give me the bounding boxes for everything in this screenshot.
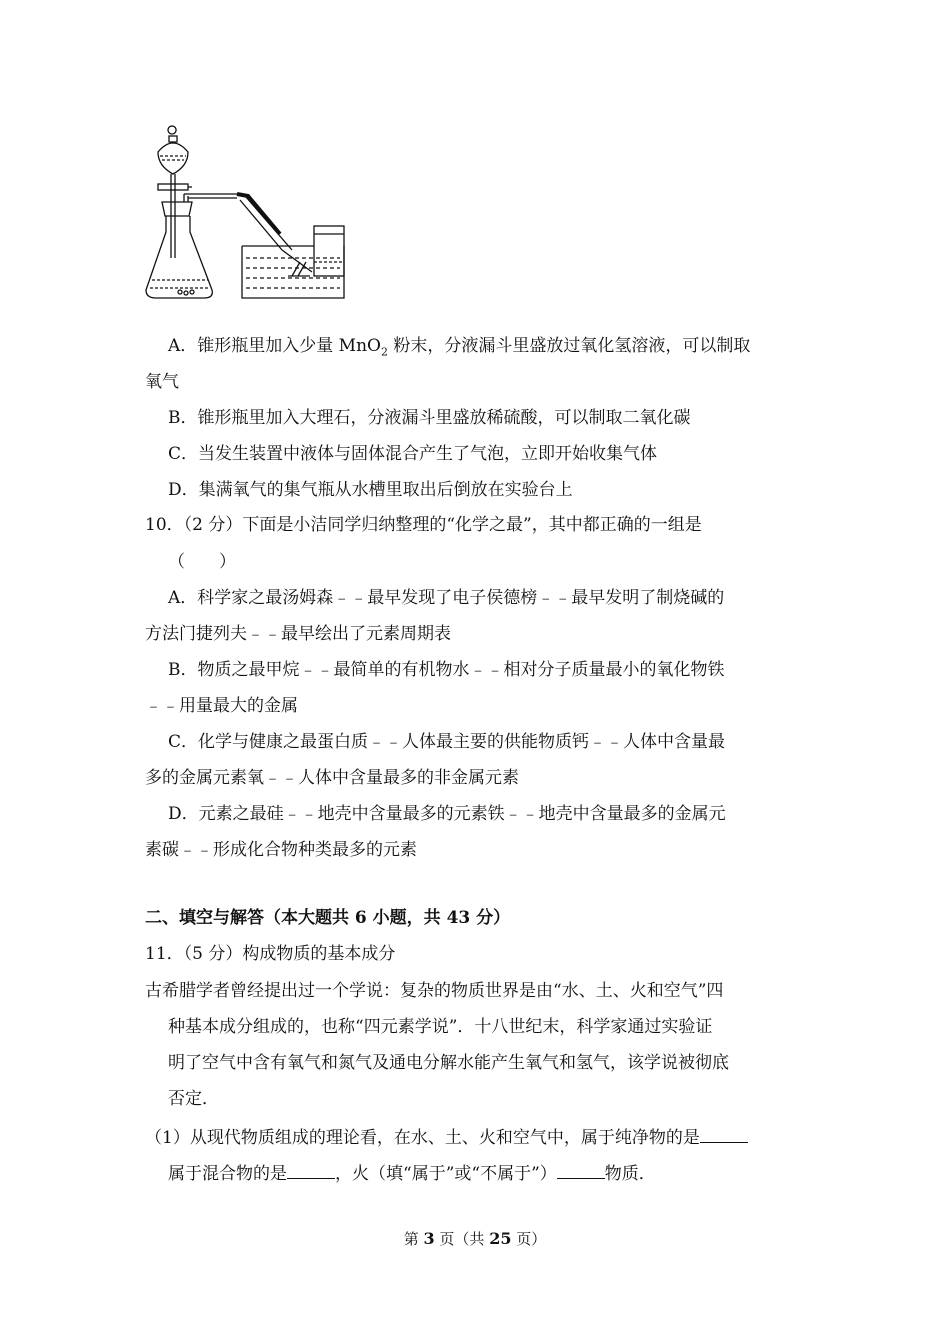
page-footer — [0, 1228, 950, 1249]
q10-option-a-line2: 方法门捷列夫﹣﹣最早绘出了元素周期表 — [145, 624, 451, 644]
q10-option-d: D．元素之最硅﹣﹣地壳中含量最多的元素铁﹣﹣地壳中含量最多的金属元 — [168, 804, 726, 824]
answer-blank[interactable] — [700, 1126, 748, 1143]
q11-sub1-mixture-text: 属于混合物的是 — [168, 1164, 287, 1184]
footer-mid: 页（共 — [434, 1230, 490, 1248]
q10-option-c: C．化学与健康之最蛋白质﹣﹣人体最主要的供能物质钙﹣﹣人体中含量最 — [168, 732, 726, 752]
q10-option-b: B．物质之最甲烷﹣﹣最简单的有机物水﹣﹣相对分子质量最小的氧化物铁 — [168, 660, 725, 680]
q10-option-b-line2: ﹣﹣用量最大的金属 — [145, 696, 298, 716]
q11-paragraph-line1: 古希腊学者曾经提出过一个学说：复杂的物质世界是由“水、土、火和空气”四 — [145, 981, 724, 1001]
section-heading: 二、填空与解答（本大题共 6 小题，共 43 分） — [145, 908, 511, 928]
q9-option-a — [168, 334, 838, 364]
q11-stem: 11．（5 分）构成物质的基本成分 — [145, 944, 396, 964]
q11-sub1-text: （1）从现代物质组成的理论看，在水、土、火和空气中，属于纯净物的是 — [145, 1128, 700, 1148]
q11-paragraph-line2: 种基本成分组成的，也称“四元素学说”．十八世纪末，科学家通过实验证 — [168, 1017, 713, 1037]
q11-sub1-fire-text: ，火（填“属于”或“不属于”） — [335, 1164, 557, 1184]
footer-total-pages: 25 — [489, 1229, 512, 1248]
answer-blank[interactable] — [557, 1162, 605, 1179]
q10-stem-bracket: （ ） — [168, 552, 236, 572]
footer-page-number: 3 — [423, 1229, 435, 1248]
q10-option-d-line2: 素碳﹣﹣形成化合物种类最多的元素 — [145, 840, 417, 860]
q9-option-a-text-post: 粉末，分液漏斗里盛放过氧化氢溶液，可以制取 — [387, 336, 751, 356]
q9-option-d: D．集满氧气的集气瓶从水槽里取出后倒放在实验台上 — [168, 480, 573, 500]
q9-option-b: B．锥形瓶里加入大理石，分液漏斗里盛放稀硫酸，可以制取二氧化碳 — [168, 408, 691, 428]
q11-sub1-line2 — [168, 1162, 838, 1186]
q10-option-c-line2: 多的金属元素氧﹣﹣人体中含量最多的非金属元素 — [145, 768, 519, 788]
q10-option-a: A．科学家之最汤姆森﹣﹣最早发现了电子侯德榜﹣﹣最早发明了制烧碱的 — [168, 588, 725, 608]
answer-blank[interactable] — [287, 1162, 335, 1179]
footer-pre: 第 — [403, 1230, 424, 1248]
q11-sub1-end-text: 物质． — [604, 1164, 656, 1184]
q10-stem: 10．（2 分）下面是小洁同学归纳整理的“化学之最”，其中都正确的一组是 — [145, 515, 702, 535]
q9-option-a-line2: 氧气 — [145, 372, 179, 392]
q11-paragraph-line4: 否定． — [168, 1089, 219, 1109]
gas-generation-apparatus-icon — [142, 122, 372, 304]
q11-sub1-line1 — [145, 1126, 815, 1150]
footer-post: 页） — [511, 1230, 547, 1248]
q9-option-a-text-pre: A．锥形瓶里加入少量 MnO — [168, 336, 381, 356]
q11-paragraph-line3: 明了空气中含有氧气和氮气及通电分解水能产生氧气和氢气，该学说被彻底 — [168, 1053, 729, 1073]
q9-option-a-subscript: 2 — [380, 345, 388, 359]
q9-option-c: C．当发生装置中液体与固体混合产生了气泡，立即开始收集气体 — [168, 444, 658, 464]
